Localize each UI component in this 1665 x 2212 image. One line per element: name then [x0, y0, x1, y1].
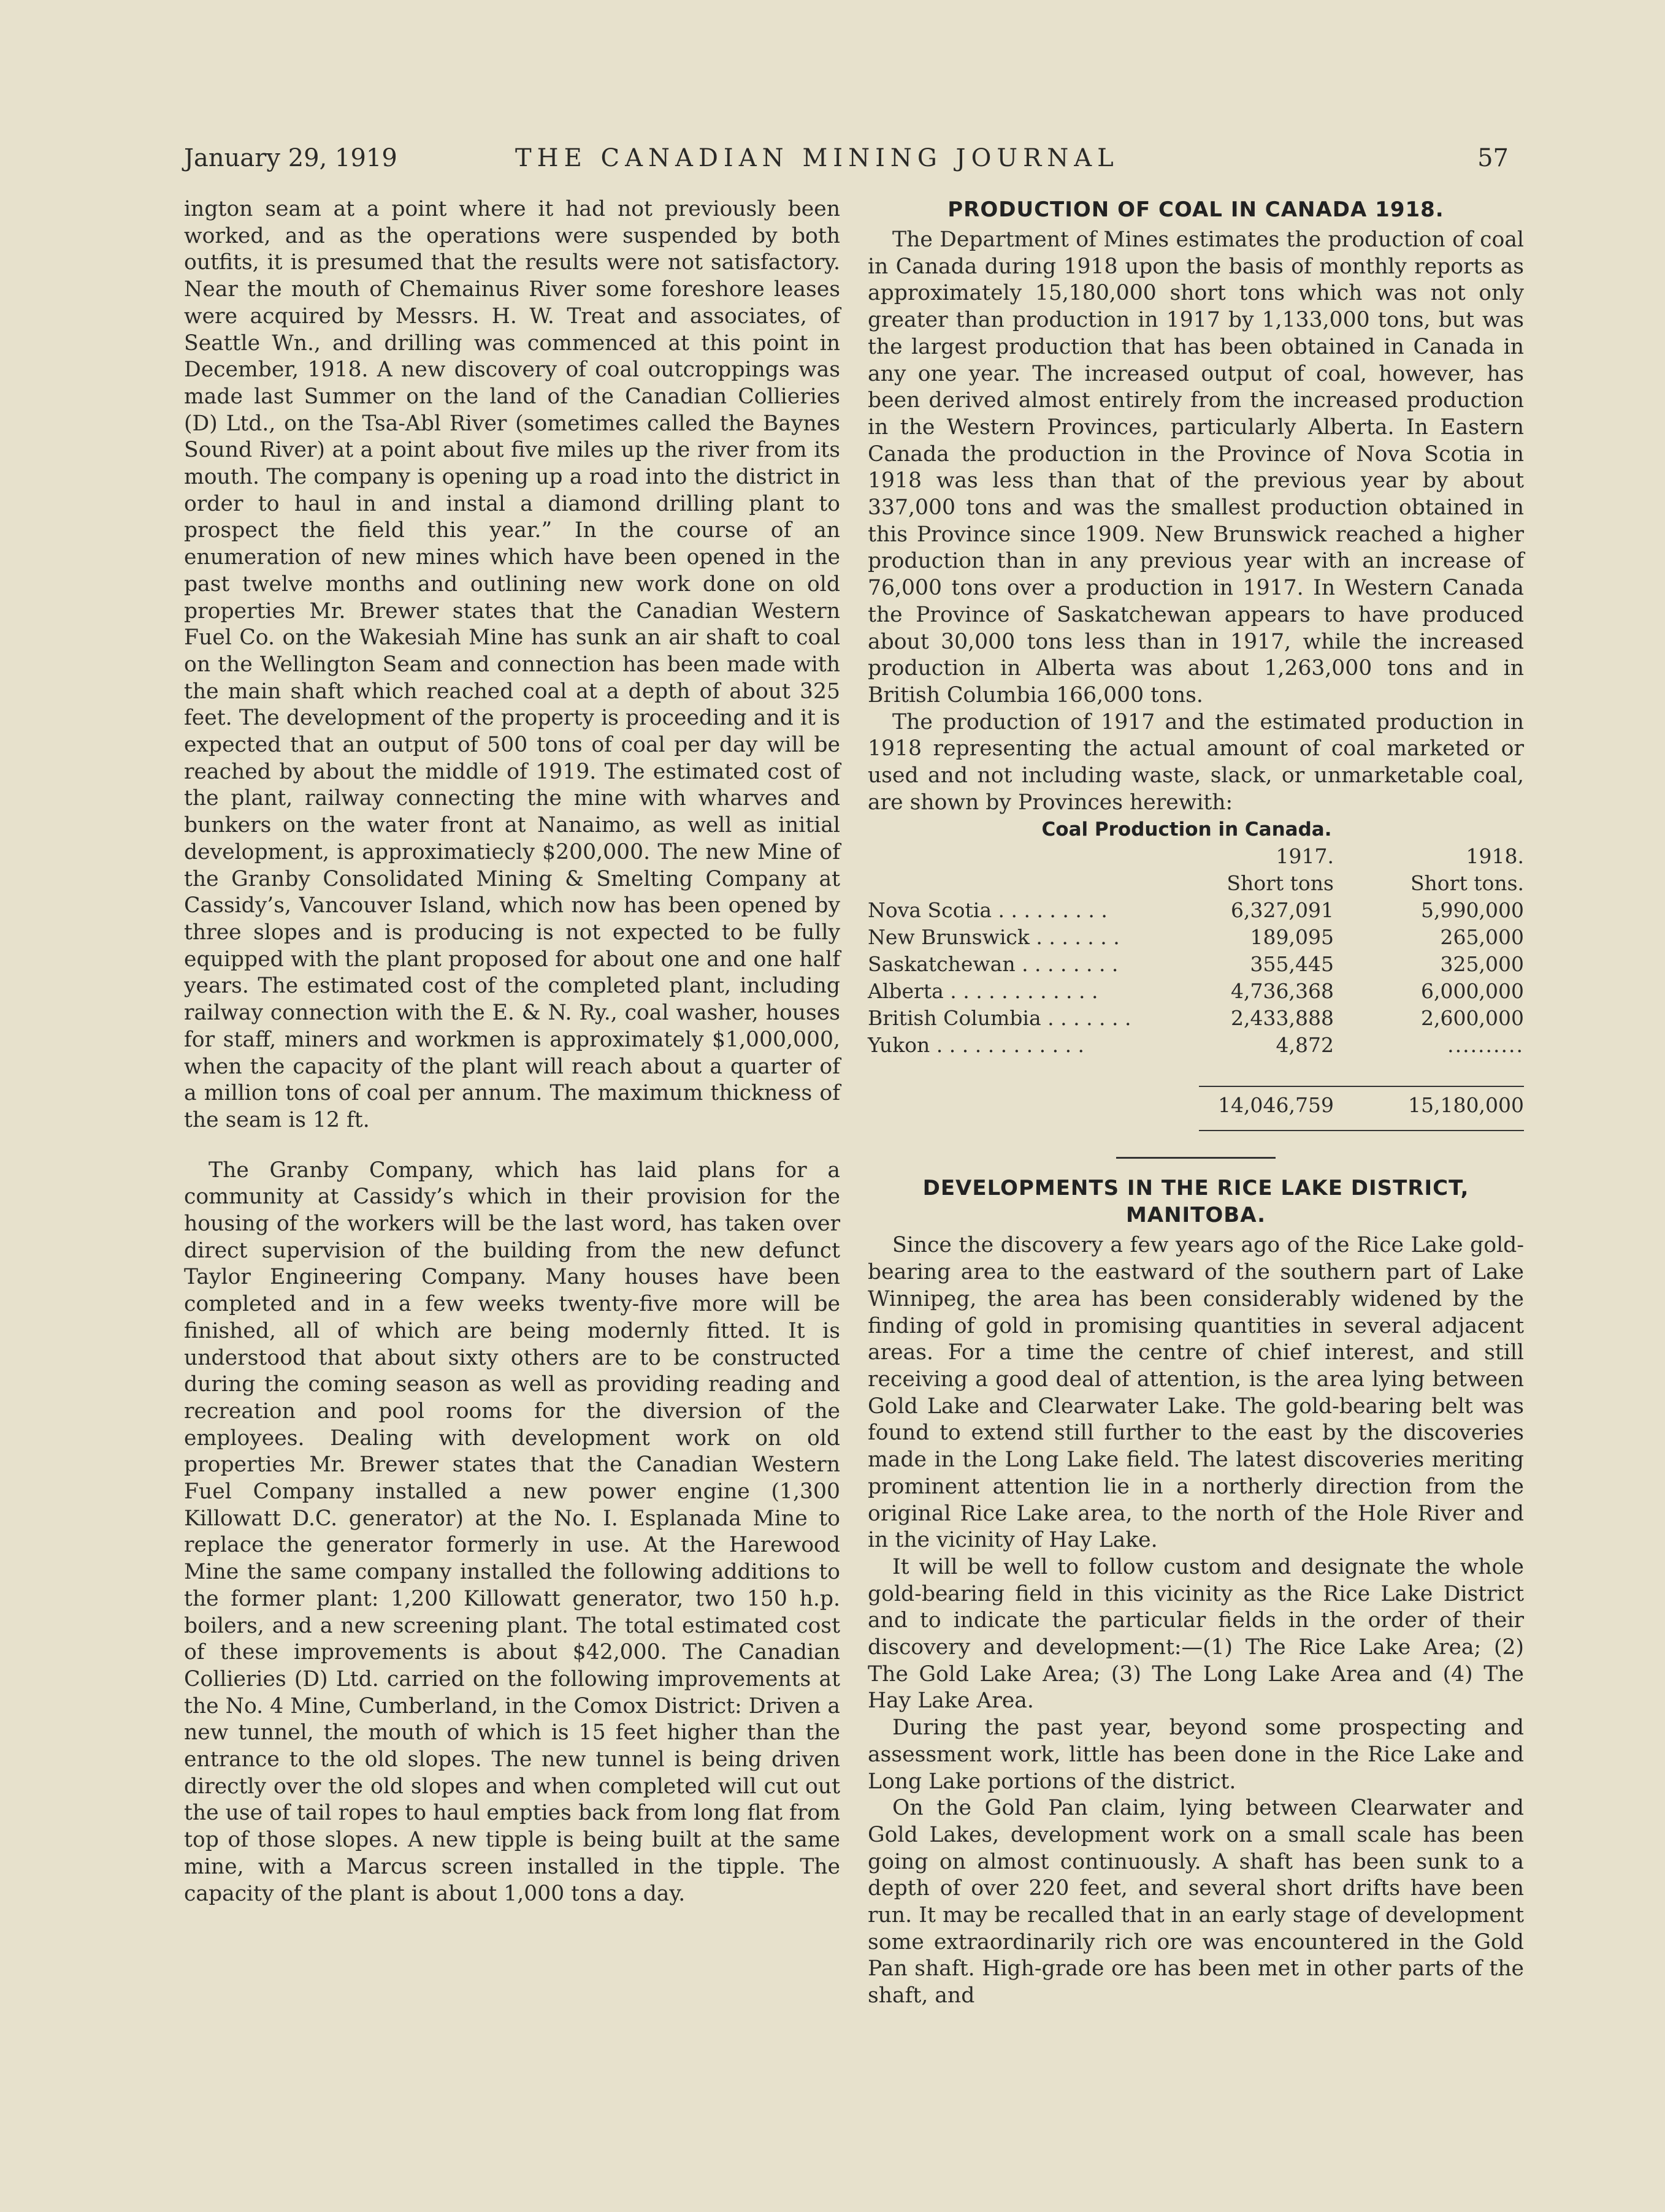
page-number: 57 [1477, 144, 1509, 172]
paragraph: Since the discovery a few years ago of the Rice Lake gold-bearing area to the eastward of the southern part of Lake Winnipeg, the area has been considerably widened by the finding of gold in promising quantities in several adjacent areas. For a time the centre of chief interest, and still receiving a good deal of attention, is the area lying between Gold Lake and Clearwater Lake. The gold-bearing belt was found to extend still further to the east by the discoveries made in the Long Lake field. The latest discoveries meriting prominent attention lie in a northerly direction from the original Rice Lake area, to the north of the Hole River and in the vicinity of Hay Lake. [868, 1233, 1524, 1553]
paragraph: ington seam at a point where it had not previously been worked, and as the operations were suspended by both outfits, it is presumed that the results were not satisfactory. Near the mouth of Chemainus River some foreshore leases were acquired by Messrs. H. W. Treat and associates, of Seattle Wn., and drilling was commenced at this point in December, 1918. A new discovery of coal outcroppings was made last Summer on the land of the Canadian Collieries (D) Ltd., on the Tsa-Abl River (sometimes called the Baynes Sound River) at a point about five miles up the river from its mouth. The company is opening up a road into the district in order to haul in and instal a diamond drilling plant to prospect the field this year.” In the course of an enumeration of new mines which have been opened in the past twelve months and outlining new work done on old properties Mr. Brewer states that the Canadian Western Fuel Co. on the Wakesiah Mine has sunk an air shaft to coal on the Wellington Seam and connection has been made with the main shaft which reached coal at a depth of about 325 feet. The development of the property is proceeding and it is expected that an output of 500 tons of coal per day will be reached by about the middle of 1919. The estimated cost of the plant, railway connecting the mine with wharves and bunkers on the water front at Nanaimo, as well as initial development, is approximatiecly $200,000. The new Mine of the Granby Consolidated Mining & Smelting Company at Cassidy’s, Vancouver Island, which now has been opened by three slopes and is producing is not expected to be fully equipped with the plant proposed for about one and one half years. The estimated cost of the completed plant, including railway connection with the E. & N. Ry., coal washer, houses for staff, miners and workmen is approximately $1,000,000, when the capacity of the plant will reach about a quarter of a million tons of coal per annum. The maximum thickness of the seam is 12 ft. [184, 197, 840, 1132]
table-row [868, 978, 1524, 1005]
province-name: Alberta . . . . . . . . . . . . [868, 979, 1098, 1004]
coal-production-article [868, 196, 1524, 1131]
paragraph: On the Gold Pan claim, lying between Clearwater and Gold Lakes, development work on a small scale has been going on almost continuously. A shaft has been sunk to a depth of over 220 feet, and several short drifts have been run. It may be recalled that in an early stage of development some extraordinarily rich ore was encountered in the Gold Pan shaft. High-grade ore has been met in other parts of the shaft, and [868, 1796, 1524, 2008]
coal-production-table [868, 843, 1524, 1131]
value-1918: 325,000 [1440, 952, 1524, 977]
value-1917: 189,095 [1250, 925, 1334, 950]
article-heading-continued: MANITOBA. [1125, 1203, 1266, 1228]
journal-title: THE CANADIAN MINING JOURNAL [515, 144, 1119, 172]
value-1917: 4,872 [1276, 1033, 1334, 1058]
total-1918: 15,180,000 [1334, 1086, 1524, 1119]
table-row [868, 897, 1524, 924]
table-total-row [868, 1086, 1524, 1119]
value-1917: 4,736,368 [1231, 979, 1334, 1004]
value-1917: 355,445 [1250, 952, 1334, 977]
paragraph: The production of 1917 and the estimated production in 1918 representing the actual amount of coal marketed or used and not including waste, slack, or unmarketable coal, are shown by Provinces herewith: [868, 709, 1524, 815]
article-heading: DEVELOPMENTS IN THE RICE LAKE DISTRICT, [922, 1176, 1469, 1201]
column-year: 1917. [1276, 844, 1334, 869]
value-1917: 6,327,091 [1231, 898, 1334, 923]
right-column [868, 196, 1524, 2010]
value-1918: 6,000,000 [1421, 979, 1524, 1004]
section-divider [1116, 1157, 1276, 1159]
running-head [184, 140, 1509, 177]
total-1917: 14,046,759 [1199, 1086, 1334, 1119]
province-name: Saskatchewan . . . . . . . . [868, 952, 1119, 977]
value-1918: 5,990,000 [1421, 898, 1524, 923]
table-row [868, 924, 1524, 951]
province-name: British Columbia . . . . . . . [868, 1006, 1131, 1031]
province-name: Nova Scotia . . . . . . . . . [868, 898, 1108, 923]
table-unit-row [868, 870, 1524, 897]
table-row [868, 1032, 1524, 1059]
value-1918: .......... [1447, 1033, 1524, 1058]
table-row [868, 951, 1524, 978]
paragraph: It will be well to follow custom and designate the whole gold-bearing field in this vicinity as the Rice Lake District and to indicate the particular fields in the order of their discovery and development:—(1) The Rice Lake Area; (2) The Gold Lake Area; (3) The Long Lake Area and (4) The Hay Lake Area. [868, 1554, 1524, 1714]
province-name: Yukon . . . . . . . . . . . . [868, 1033, 1085, 1058]
column-unit: Short tons. [1410, 871, 1524, 896]
paragraph: The Department of Mines estimates the production of coal in Canada during 1918 upon the basis of monthly reports as approximately 15,180,000 short tons which was not only greater than production in 1917 by 1,133,000 tons, but was the largest production that has been obtained in Canada in any one year. The increased output of coal, however, has been derived almost entirely from the increased production in the Western Provinces, particularly Alberta. In Eastern Canada the production in the Province of Nova Scotia in 1918 was less than that of the previous year by about 337,000 tons and was the smallest production obtained in this Province since 1909. New Brunswick reached a higher production than in any previous year with an increase of 76,000 tons over a production in 1917. In Western Canada the Province of Saskatchewan appears to have produced about 30,000 tons less than in 1917, while the increased production in Alberta was about 1,263,000 tons and in British Columbia 166,000 tons. [868, 227, 1524, 707]
column-unit: Short tons [1227, 871, 1334, 896]
table-header-row [868, 843, 1524, 870]
value-1918: 2,600,000 [1421, 1006, 1524, 1031]
article-heading: PRODUCTION OF COAL IN CANADA 1918. [947, 197, 1444, 222]
table-row [868, 1005, 1524, 1032]
value-1918: 265,000 [1440, 925, 1524, 950]
paragraph: During the past year, beyond some prospecting and assessment work, little has been done in the Rice Lake and Long Lake portions of the district. [868, 1715, 1524, 1794]
rice-lake-article [868, 1175, 1524, 2009]
issue-date: January 29, 1919 [184, 144, 397, 172]
column-year: 1918. [1466, 844, 1524, 869]
table-title: Coal Production in Canada. [1041, 818, 1332, 841]
paragraph: The Granby Company, which has laid plans for a community at Cassidy’s which in their provision for the housing of the workers will be the last word, has taken over direct supervision of the building from the new defunct Taylor Engineering Company. Many houses have been completed and in a few weeks twenty-five more will be finished, all of which are being modernly fitted. It is understood that about sixty others are to be constructed during the coming season as well as providing reading and recreation and pool rooms for the diversion of the employees. Dealing with development work on old properties Mr. Brewer states that the Canadian Western Fuel Company installed a new power engine (1,300 Killowatt D.C. generator) at the No. I. Esplanada Mine to replace the generator formerly in use. At the Harewood Mine the same company installed the following additions to the former plant: 1,200 Killowatt generator, two 150 h.p. boilers, and a new screening plant. The total estimated cost of these improvements is about $42,000. The Canadian Collieries (D) Ltd. carried on the following improvements at the No. 4 Mine, Cumberland, in the Comox District: Driven a new tunnel, the mouth of which is 15 feet higher than the entrance to the old slopes. The new tunnel is being driven directly over the old slopes and when completed will cut out the use of tail ropes to haul empties back from long flat from top of those slopes. A new tipple is being built at the same mine, with a Marcus screen installed in the tipple. The capacity of the plant is about 1,000 tons a day. [184, 1157, 840, 1906]
table-bottom-rule [868, 1119, 1524, 1131]
province-name: New Brunswick . . . . . . . [868, 925, 1120, 950]
value-1917: 2,433,888 [1231, 1006, 1334, 1031]
left-column [184, 196, 840, 1907]
